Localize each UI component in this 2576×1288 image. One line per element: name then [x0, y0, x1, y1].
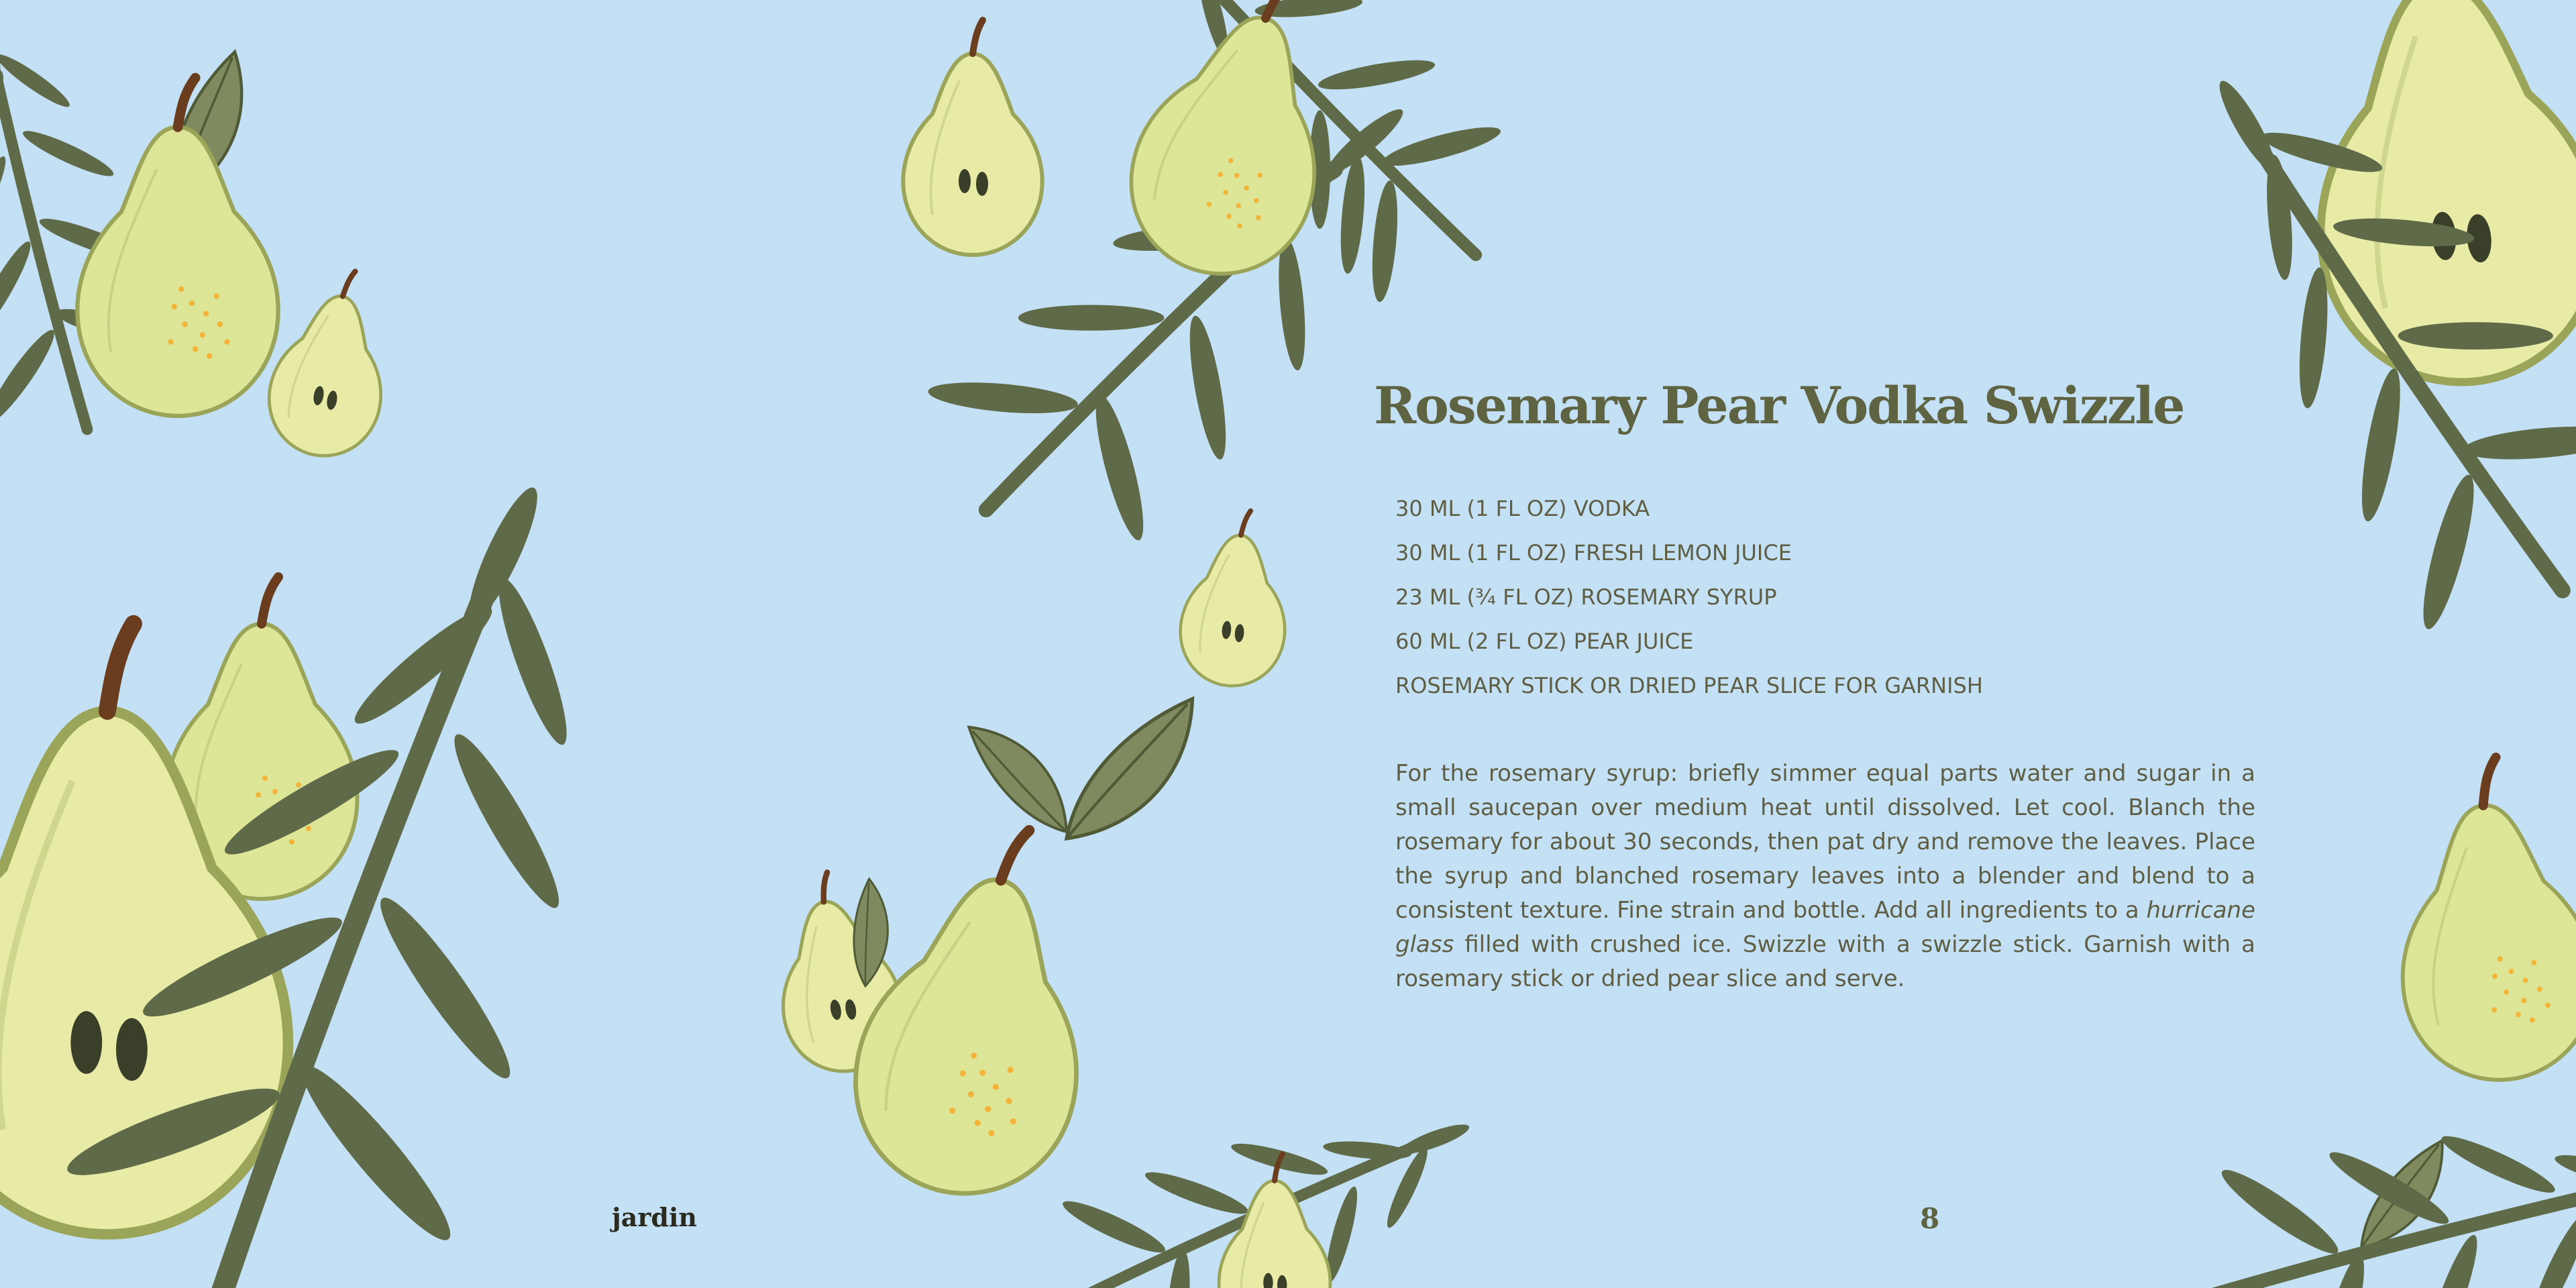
pear-leaf-icon — [1039, 694, 1226, 853]
ingredient-item: ROSEMARY STICK OR DRIED PEAR SLICE FOR GARNISH — [1395, 673, 1983, 698]
pear-icon — [77, 78, 278, 416]
glass-name: hurricane glass — [1395, 897, 2255, 958]
half-pear-icon — [903, 20, 1042, 255]
ingredient-item: 30 ML (1 FL OZ) VODKA — [1395, 496, 1650, 521]
recipe-title: Rosemary Pear Vodka Swizzle — [1374, 376, 2184, 435]
recipe-directions — [1395, 757, 2255, 996]
pear-icon — [838, 808, 1119, 1211]
half-pear-icon — [1176, 506, 1295, 690]
ingredient-item: 60 ML (2 FL OZ) PEAR JUICE — [1395, 629, 1694, 654]
ingredient-item: 23 ML (¾ FL OZ) ROSEMARY SYRUP — [1395, 584, 1777, 610]
page-number: 8 — [1920, 1202, 1940, 1235]
directions-text: For the rosemary syrup: briefly simmer equal parts water and sugar in a small saucepan over medium heat until dissolved. Let cool. Blanch the rosemary for about 30 seconds, then pat dry and remove the leaves. Place the syrup and blanched rosemary leaves into a blender and blend to a consistent texture. Fine strain and bottle. Add all ingredients to a — [1395, 760, 2255, 924]
ingredient-item: 30 ML (1 FL OZ) FRESH LEMON JUICE — [1395, 540, 1792, 566]
pear-icon — [2384, 751, 2576, 1088]
brand-logo: jardin — [612, 1202, 698, 1232]
directions-text-end: filled with crushed ice. Swizzle with a swizzle stick. Garnish with a rosemary stick or dried pear slice and serve. — [1395, 931, 2255, 992]
pear-leaf-icon — [965, 704, 1078, 850]
half-pear-icon — [260, 260, 402, 465]
ingredient-list — [1395, 490, 2267, 711]
